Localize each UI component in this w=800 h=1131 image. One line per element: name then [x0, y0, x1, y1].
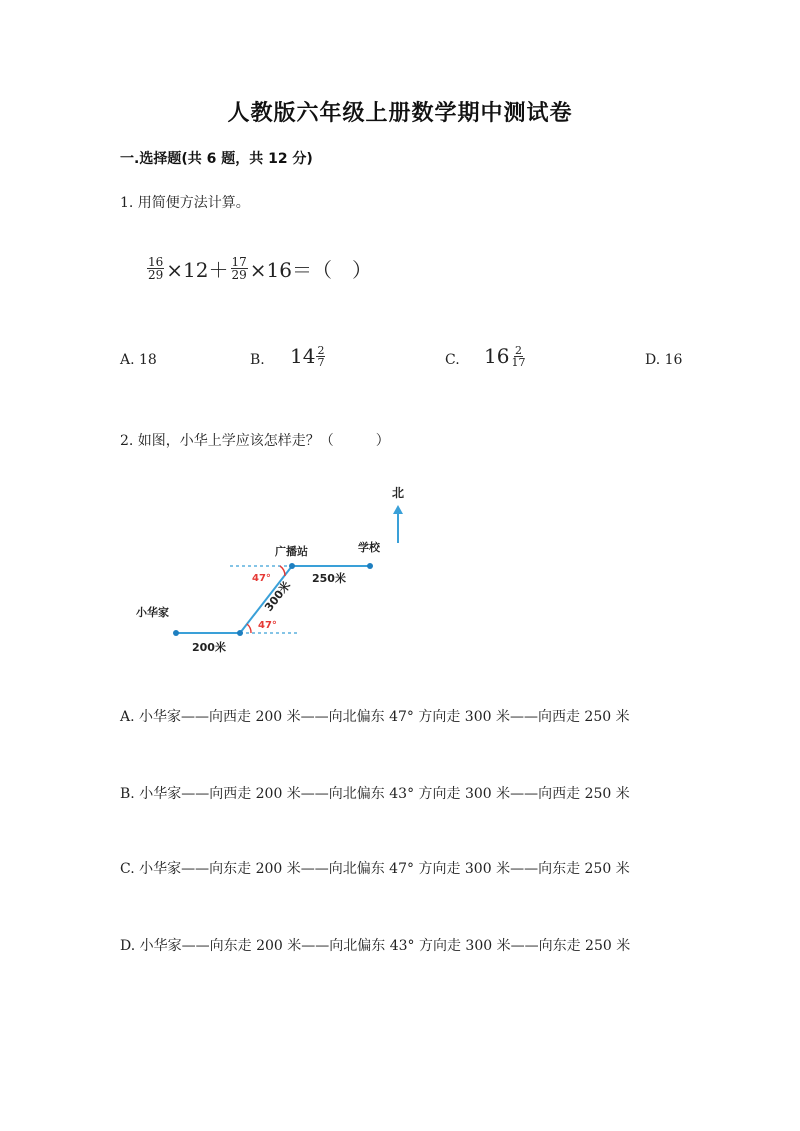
- fraction-numerator: 2: [317, 343, 325, 357]
- school-label: 学校: [358, 541, 380, 554]
- q1-option-c-value: [484, 344, 527, 368]
- mixed-fraction: [510, 345, 526, 368]
- q2-option-a[interactable]: A. 小华家——向西走 200 米——向北偏东 47° 方向走 300 米——向西走 250 米: [120, 709, 630, 725]
- home-label: 小华家: [136, 606, 169, 619]
- distance-250-label: 250米: [312, 572, 346, 585]
- fraction-numerator: 2: [514, 343, 522, 357]
- mixed-fraction: [316, 345, 325, 368]
- home-point: [173, 630, 179, 636]
- fraction-denominator: 29: [231, 268, 247, 282]
- fraction-denominator: 29: [148, 268, 164, 282]
- station-point: [289, 563, 295, 569]
- fraction-16-29: [147, 256, 164, 281]
- question-2-prompt: 2. 如图，小华上学应该怎样走？（ ）: [120, 433, 390, 449]
- fraction-numerator: 16: [148, 255, 164, 269]
- angle-arc-bottom: [247, 624, 251, 633]
- mixed-whole: 14: [290, 344, 316, 368]
- distance-200-label: 200米: [192, 641, 226, 654]
- q2-option-c[interactable]: C. 小华家——向东走 200 米——向北偏东 47° 方向走 300 米——向东走 250 米: [120, 861, 630, 877]
- q1-option-a[interactable]: A. 18: [120, 352, 157, 368]
- school-point: [367, 563, 373, 569]
- q2-option-b[interactable]: B. 小华家——向西走 200 米——向北偏东 43° 方向走 300 米——向西走 250 米: [120, 786, 630, 802]
- question-1-prompt: 1. 用简便方法计算。: [120, 195, 250, 211]
- angle-label-top: 47°: [252, 573, 271, 584]
- q2-option-d[interactable]: D. 小华家——向东走 200 米——向北偏东 43° 方向走 300 米——向东走 250 米: [120, 938, 631, 954]
- route-diagram: [130, 478, 430, 668]
- north-label: 北: [392, 486, 405, 500]
- fraction-denominator: 7: [317, 355, 325, 369]
- q1-option-d[interactable]: D. 16: [645, 352, 683, 368]
- mixed-whole: 16: [484, 344, 510, 368]
- expression-operator: ×12＋: [166, 258, 229, 282]
- fraction-numerator: 17: [231, 255, 247, 269]
- q1-option-c-label[interactable]: C.: [445, 352, 460, 368]
- distance-300-label: 300米: [262, 579, 294, 614]
- north-arrow-icon: [393, 505, 403, 514]
- question-1-expression: [146, 254, 372, 283]
- q1-option-b-value: [290, 344, 326, 368]
- section-heading: 一.选择题(共 6 题，共 12 分): [120, 151, 313, 167]
- fraction-17-29: [231, 256, 248, 281]
- station-label: 广播站: [275, 545, 308, 558]
- turn-point: [237, 630, 243, 636]
- angle-label-bottom: 47°: [258, 620, 277, 631]
- q1-option-b-label[interactable]: B.: [250, 352, 265, 368]
- page-title: 人教版六年级上册数学期中测试卷: [227, 101, 573, 126]
- angle-arc-top: [280, 566, 285, 576]
- fraction-denominator: 17: [511, 355, 526, 369]
- expression-operator: ×16＝（ ）: [249, 258, 372, 282]
